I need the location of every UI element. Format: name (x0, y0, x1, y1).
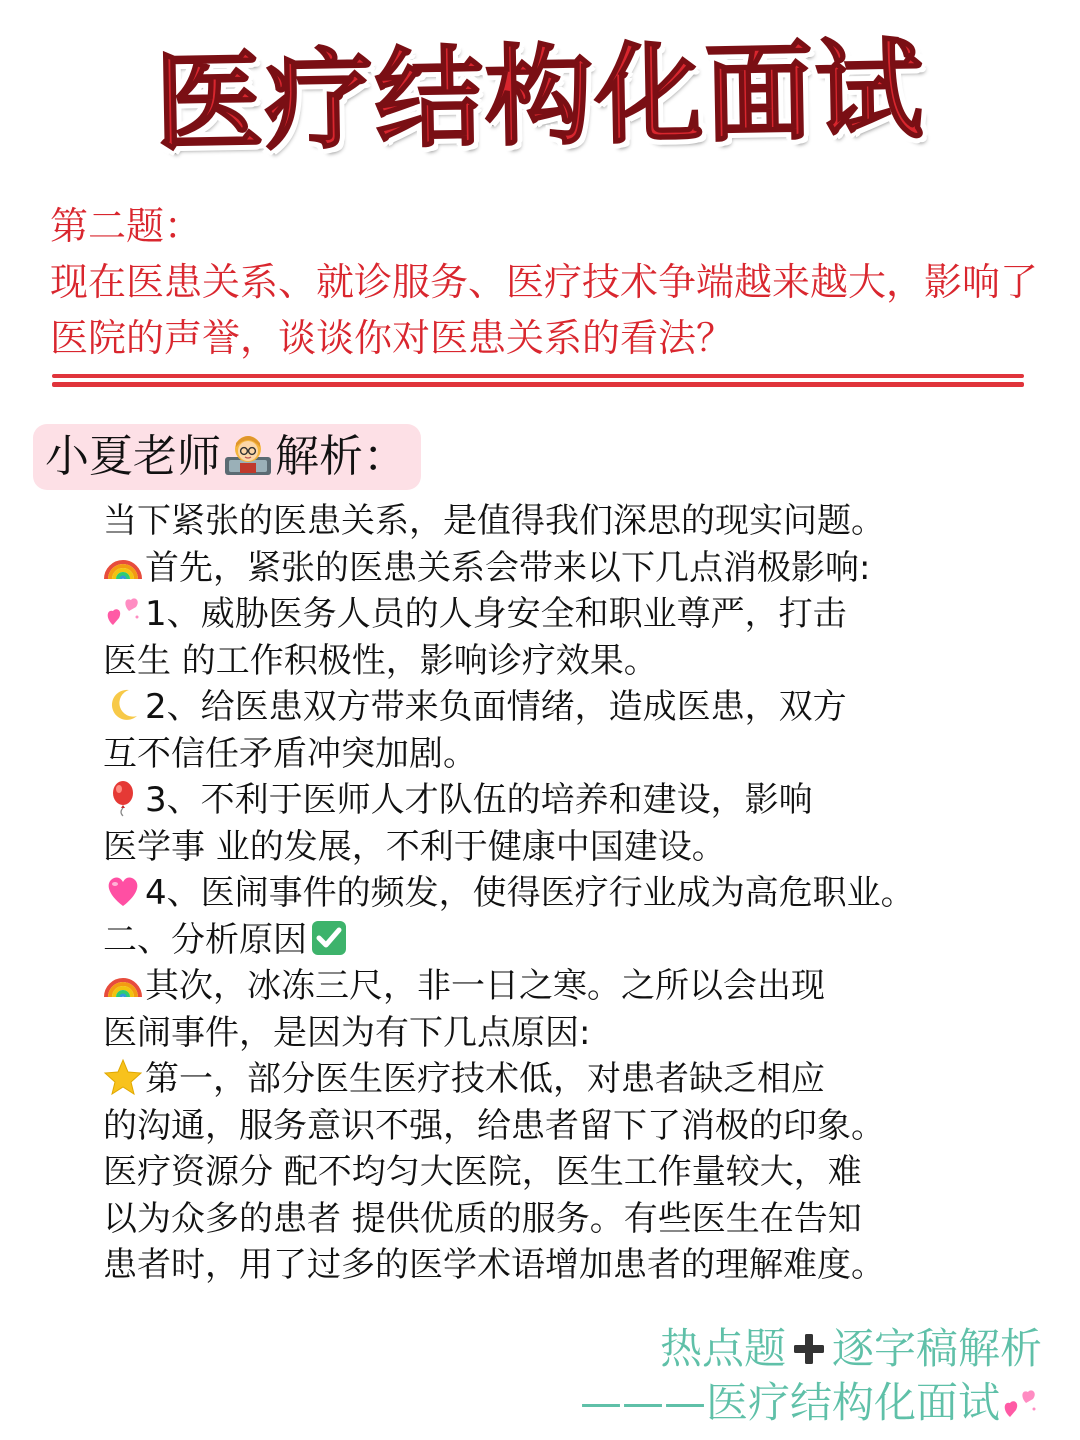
body-line: 医疗资源分 配不均匀大医院，医生工作量较大，难 (103, 1152, 862, 1192)
rainbow-icon (103, 965, 143, 1003)
body-line: 以为众多的患者 提供优质的服务。有些医生在告知 (103, 1198, 862, 1239)
body-line: 3、不利于医师人才队伍的培养和建设，影响 (103, 777, 1043, 824)
analysis-body (103, 498, 1043, 1289)
body-line: 当下紧张的医患关系，是值得我们深思的现实问题。 (103, 501, 885, 541)
body-line: 的沟通，服务意识不强，给患者留下了消极的印象。 (103, 1105, 885, 1146)
body-line: 4、医闹事件的频发，使得医疗行业成为高危职业。 (103, 870, 1043, 917)
body-line: 2、给医患双方带来负面情绪，造成医患，双方 (103, 684, 1043, 731)
question-label: 第二题： (50, 204, 203, 248)
balloon-icon (103, 779, 143, 817)
body-line: 医学事 业的发展，不利于健康中国建设。 (103, 826, 726, 867)
two-hearts-icon (103, 593, 143, 631)
teacher-heading (33, 424, 421, 490)
question-block (50, 198, 1040, 366)
double-divider (52, 374, 1024, 388)
two-hearts-icon (1000, 1382, 1040, 1420)
body-line: 医闹事件，是因为有下几点原因: (103, 1012, 591, 1053)
body-line: 患者时，用了过多的医学术语增加患者的理解难度。 (103, 1245, 885, 1285)
body-line: 1、威胁医务人员的人身安全和职业尊严，打击 (103, 591, 1043, 638)
footer-tagline (580, 1322, 1042, 1430)
body-line: 医生 的工作积极性，影响诊疗效果。 (103, 640, 658, 681)
divider-line-bottom (52, 382, 1024, 387)
teacher-suffix: 解析： (275, 431, 407, 482)
pink-heart-icon (103, 872, 143, 910)
footer-line-1: 热点题 逐字稿解析 (659, 1324, 1042, 1373)
check-mark-icon (309, 919, 349, 957)
title-banner (0, 28, 1080, 178)
rainbow-icon (103, 547, 143, 585)
divider-line-top (52, 374, 1024, 378)
page-title: 医疗结构化面试 (153, 28, 927, 167)
crescent-moon-icon (103, 686, 143, 724)
body-line: 第一，部分医生医疗技术低，对患者缺乏相应 (103, 1056, 1043, 1103)
body-line: 互不信任矛盾冲突加剧。 (103, 733, 477, 774)
question-text: 现在医患关系、就诊服务、医疗技术争端越来越大，影响了医院的声誉，谈谈你对医患关系的看法？ (50, 260, 1039, 360)
body-line: 首先，紧张的医患关系会带来以下几点消极影响: (103, 545, 1043, 592)
body-line: 二、分析原因 (103, 917, 1043, 964)
teacher-name: 小夏老师 (45, 431, 221, 482)
plus-icon (790, 1327, 828, 1365)
teacher-emoji-icon (223, 430, 273, 476)
body-line: 其次，冰冻三尺，非一日之寒。之所以会出现 (103, 963, 1043, 1010)
star-icon (103, 1058, 143, 1096)
footer-line-2: ———医疗结构化面试 (580, 1376, 1042, 1430)
